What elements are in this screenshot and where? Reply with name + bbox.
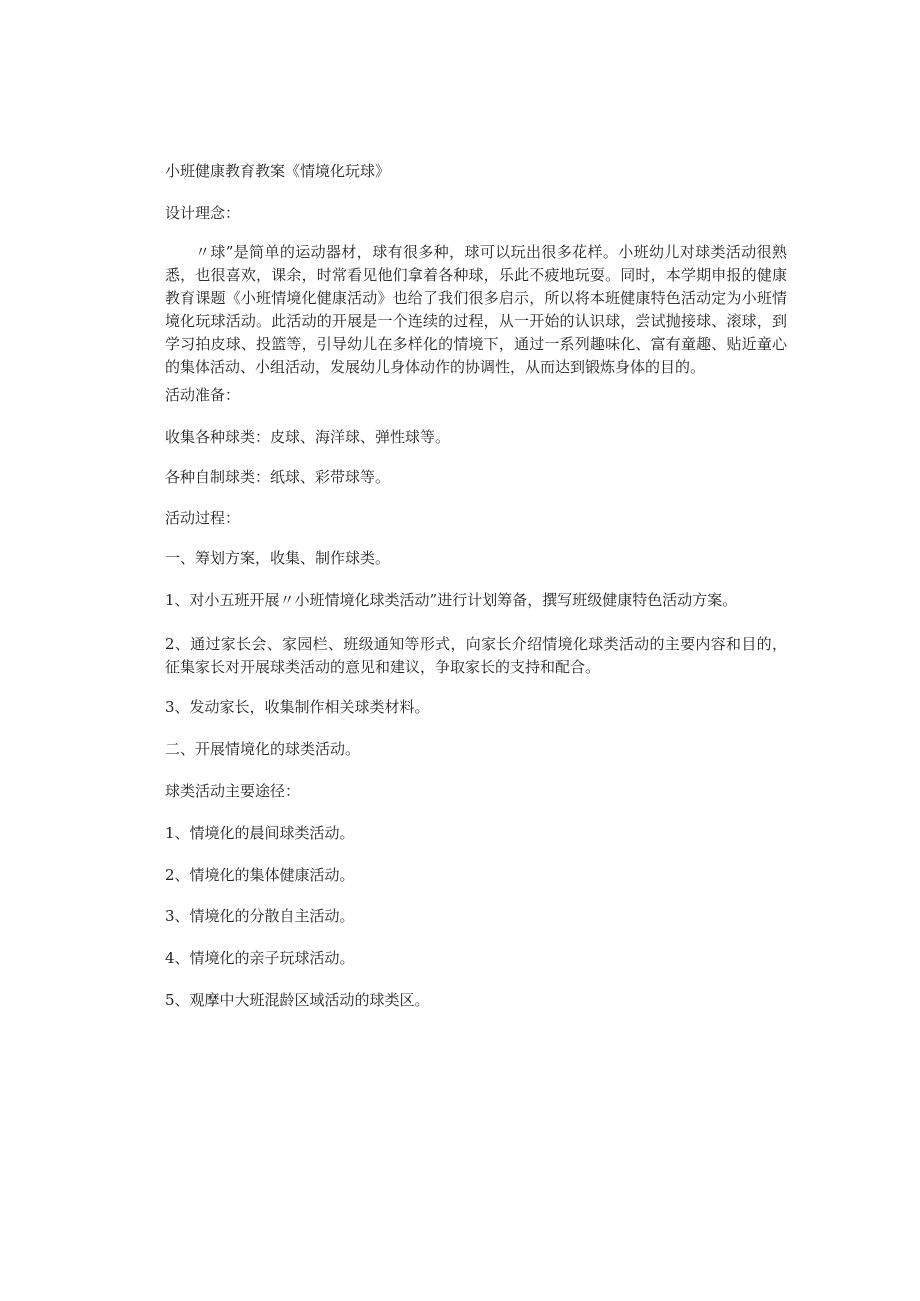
- section2-item: 3、情境化的分散自主活动。: [165, 907, 355, 925]
- section1-item: 3、发动家长，收集制作相关球类材料。: [165, 698, 430, 716]
- section2-subheading: 球类活动主要途径：: [165, 782, 301, 800]
- design-paragraph: 〃球”是简单的运动器材，球有很多种，球可以玩出很多花样。小班幼儿对球类活动很熟悉，也很喜欢，课余，时常看见他们拿着各种球，乐此不疲地玩耍。同时，本学期申报的健康教育课题《小班情境化健康活动》也给了我们很多启示，所以将本班健康特色活动定为小班情境化玩球活动。此活动的开展是一个连续的过程，从一开始的认识球，尝试抛接球、滚球，到学习拍皮球、投篮等，引导幼儿在多样化的情境下，通过一系列趣味化、富有童趣、贴近童心的集体活动、小组活动，发展幼儿身体动作的协调性，从而达到锻炼身体的目的。: [165, 243, 787, 376]
- prep-heading: 活动准备：: [165, 386, 241, 404]
- section2-item: 4、情境化的亲子玩球活动。: [165, 949, 355, 967]
- prep-item: 收集各种球类：皮球、海洋球、弹性球等。: [165, 428, 451, 446]
- prep-item: 各种自制球类：纸球、彩带球等。: [165, 468, 391, 486]
- section1-item: 1、对小五班开展〃小班情境化球类活动”进行计划筹备，撰写班级健康特色活动方案。: [165, 591, 738, 609]
- section1-item: 2、通过家长会、家园栏、班级通知等形式，向家长介绍情境化球类活动的主要内容和目的，征集家长对开展球类活动的意见和建议，争取家长的支持和配合。: [165, 635, 787, 676]
- section2-title: 二、开展情境化的球类活动。: [165, 740, 361, 758]
- process-heading: 活动过程：: [165, 509, 241, 527]
- design-heading: 设计理念：: [165, 204, 241, 222]
- document-title: 小班健康教育教案《情境化玩球》: [165, 162, 391, 180]
- section1-title: 一、筹划方案，收集、制作球类。: [165, 549, 391, 567]
- section2-item: 5、观摩中大班混龄区域活动的球类区。: [165, 991, 430, 1009]
- section2-item: 1、情境化的晨间球类活动。: [165, 824, 355, 842]
- section2-item: 2、情境化的集体健康活动。: [165, 866, 355, 884]
